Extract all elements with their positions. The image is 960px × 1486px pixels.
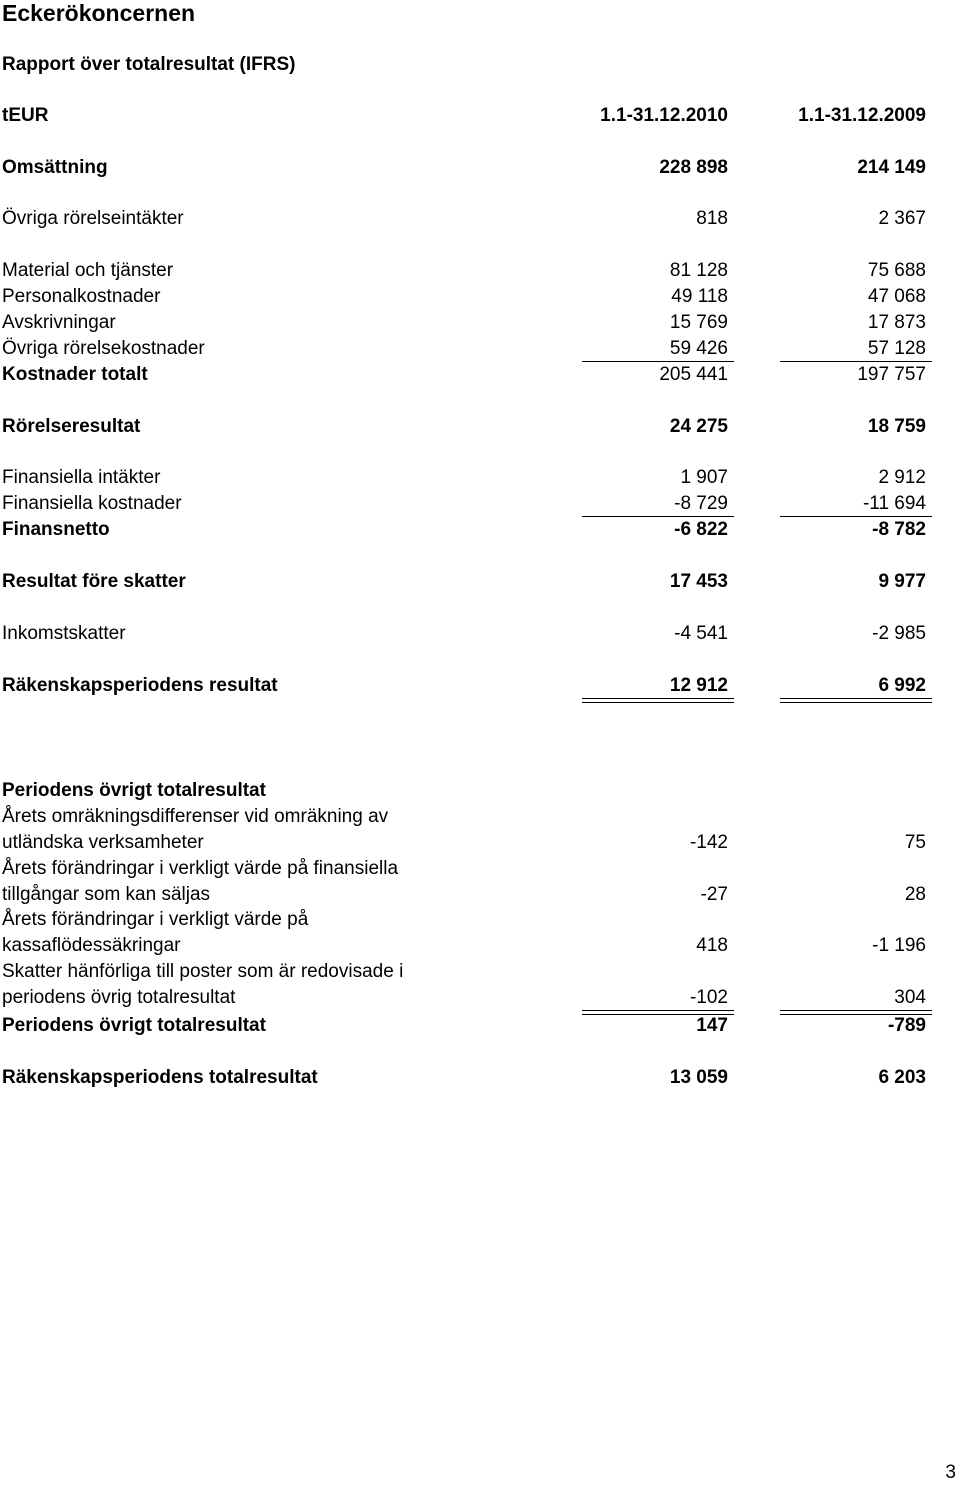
value-2010: 418 (696, 935, 728, 956)
value-2010: 818 (696, 208, 728, 229)
value-2009: 17 873 (867, 312, 926, 333)
value-2010: -6 822 (674, 519, 728, 540)
value-2009: 214 149 (857, 157, 926, 178)
row-label-line2: kassaflödessäkringar (2, 935, 181, 956)
period-2009-header: 1.1-31.12.2009 (798, 105, 926, 126)
row-label: Finansnetto (2, 519, 110, 540)
value-2010: -102 (689, 987, 728, 1008)
row-label: Finansiella kostnader (2, 493, 182, 514)
row-label: Räkenskapsperiodens resultat (2, 675, 278, 696)
value-2010: 228 898 (659, 157, 728, 178)
row-label: Inkomstskatter (2, 623, 126, 644)
row-label-line1: Årets omräkningsdifferenser vid omräkning av (2, 806, 389, 827)
row-label: Personalkostnader (2, 286, 161, 307)
company-title: Eckerökoncernen (2, 0, 196, 26)
value-2010: 147 (696, 1015, 728, 1036)
value-2010: -8 729 (674, 493, 728, 514)
value-2009: 57 128 (867, 338, 926, 359)
value-2010: 1 907 (680, 467, 728, 488)
row-label: Periodens övrigt totalresultat (2, 1015, 266, 1036)
value-2009: 2 367 (878, 208, 926, 229)
value-2009: -789 (887, 1015, 926, 1036)
double-rule (780, 702, 932, 703)
row-label: Rörelseresultat (2, 416, 141, 437)
value-2009: 6 203 (878, 1067, 926, 1088)
subtotal-rule (780, 516, 932, 517)
row-label: Övriga rörelsekostnader (2, 338, 205, 359)
section-heading: Periodens övrigt totalresultat (2, 780, 266, 801)
row-label: Omsättning (2, 157, 108, 178)
value-2010: 81 128 (669, 260, 728, 281)
subtotal-rule (582, 516, 734, 517)
value-2009: 304 (894, 987, 926, 1008)
value-2010: 49 118 (671, 286, 728, 307)
value-2009: 28 (904, 884, 926, 905)
period-2010-header: 1.1-31.12.2010 (600, 105, 728, 126)
page-number: 3 (945, 1462, 956, 1483)
row-label-line2: tillgångar som kan säljas (2, 884, 211, 905)
value-2009: 75 688 (867, 260, 926, 281)
subtotal-rule (582, 361, 734, 362)
value-2009: 197 757 (857, 364, 926, 385)
value-2009: 2 912 (878, 467, 926, 488)
report-title: Rapport över totalresultat (IFRS) (2, 54, 296, 75)
row-label: Övriga rörelseintäkter (2, 208, 184, 229)
unit-label: tEUR (2, 105, 49, 126)
value-2009: 9 977 (878, 571, 926, 592)
value-2009: -2 985 (872, 623, 926, 644)
value-2009: 75 (904, 832, 926, 853)
double-rule (780, 698, 932, 699)
row-label-line1: Årets förändringar i verkligt värde på finansiella (2, 858, 399, 879)
row-label: Avskrivningar (2, 312, 116, 333)
value-2010: 13 059 (669, 1067, 728, 1088)
subtotal-rule (780, 361, 932, 362)
value-2009: -11 694 (862, 493, 926, 514)
value-2009: 18 759 (867, 416, 926, 437)
value-2010: 24 275 (669, 416, 728, 437)
value-2010: 205 441 (659, 364, 728, 385)
row-label-line1: Skatter hänförliga till poster som är redovisade i (2, 961, 404, 982)
double-rule (780, 1010, 932, 1011)
value-2009: 6 992 (878, 675, 926, 696)
row-label-line1: Årets förändringar i verkligt värde på (2, 909, 309, 930)
value-2010: -142 (689, 832, 728, 853)
row-label-line2: periodens övrig totalresultat (2, 987, 236, 1008)
row-label-line2: utländska verksamheter (2, 832, 204, 853)
value-2009: 47 068 (867, 286, 926, 307)
row-label: Finansiella intäkter (2, 467, 161, 488)
row-label: Resultat före skatter (2, 571, 186, 592)
row-label: Kostnader totalt (2, 364, 148, 385)
value-2009: -1 196 (872, 935, 926, 956)
row-label: Material och tjänster (2, 260, 174, 281)
value-2010: 17 453 (669, 571, 728, 592)
double-rule (582, 1010, 734, 1011)
value-2010: -4 541 (674, 623, 728, 644)
value-2010: 12 912 (669, 675, 728, 696)
value-2010: -27 (700, 884, 728, 905)
value-2010: 59 426 (669, 338, 728, 359)
row-label: Räkenskapsperiodens totalresultat (2, 1067, 318, 1088)
double-rule (582, 698, 734, 699)
double-rule (582, 702, 734, 703)
value-2010: 15 769 (669, 312, 728, 333)
value-2009: -8 782 (872, 519, 926, 540)
